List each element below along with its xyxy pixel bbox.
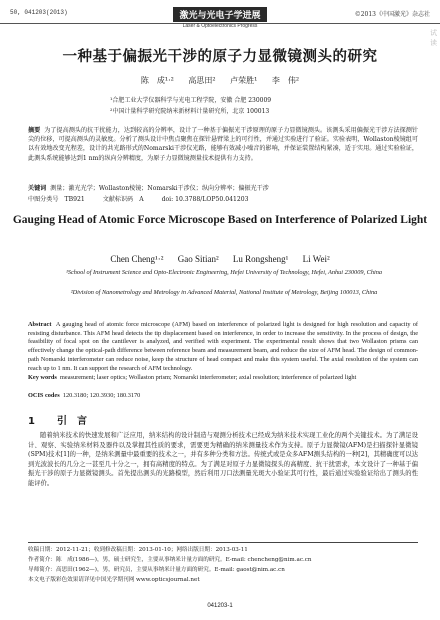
section-heading: [28, 412, 109, 427]
author-name: 高思田²: [188, 76, 216, 85]
abstract-text-cn: 为了提高测头的抗干扰能力，达到较高的分辨率，设计了一种基于偏振光干涉原理的原子力显微镜测头。该测头采用偏振光干涉方法探测针尖的位移，可提高测头的灵敏度。分析了测头设计中焦点聚焦在探针悬臂梁上的可行性，并通过实验进行了验证。实验表明，Wollaston棱镜组可以有效地改变光程差，设计的共光路形式的Nomarski干涉仪光路，能够有效减小噪音的影响，并保证装置结构紧凑，适于实用。通过实验验证，此测头系统能够达到1 nm的纵向分辨精度，为原子力显微镜测量技术提供有力支持。: [28, 127, 419, 162]
section-title: 引 言: [56, 416, 87, 427]
keywords-label-en: Key words: [28, 374, 57, 381]
intro-paragraph: 随着纳米技术的快速发展和广泛应用，纳米结构的设计制造与观测分析技术已经成为纳米技术实现工业化的两个关键技术。为了满足设计、观察、实验纳米材料及器件以及掌握其性质的要求，需要更为精确的纳米测量技术作为支持。原子力显微镜(AFM)是扫描探针显微镜(SPM)技术[1]的一种，是纳米测量中最重要的技术之一，并有多种分类和方法。传统式或是众多AFM测头结构的一种[2]，其精确度可以达到光波波长的几分之一甚至几十分之一，拥有高精度的特点。为了满足对原子力显微镜探头的高精度、抗干扰需求，本文设计了一种基于偏振光干涉的原子力显微镜测头。首先提出测头的光路模型，然后利用刀口法测量光斑大小验证其可行性，最后通过实验验证给出了测头的性能评价。: [28, 432, 418, 487]
classification-line: [28, 194, 418, 203]
keywords-text-en: measurement; laser optics; Wollaston prism; Nomarski interferometer; axial resolution; interference of polarized light: [60, 374, 357, 381]
footnote-divider: [28, 542, 418, 543]
ocis-label: OCIS codes: [28, 392, 60, 399]
author-name: 陈 成¹·²: [140, 76, 174, 85]
footnote-online-note: 本文电子版彩色效果请详见中国光学期刊网 www.opticsjournal.net: [28, 577, 200, 583]
paper-title-cn: 一种基于偏振光干涉的原子力显微镜测头的研究: [62, 49, 378, 65]
author-list-cn: [0, 75, 440, 86]
abstract-en: [28, 321, 418, 373]
keywords-en: [28, 374, 418, 383]
document-code: 文献标识码 A: [102, 196, 144, 203]
keywords-text-cn: 测量；激光光学；Wollaston棱镜；Nomarski干涉仪；纵向分辨率；偏振光干涉: [50, 185, 269, 192]
paper-title-en: Gauging Head of Atomic Force Microscope Based on Interference of Polarized Light: [12, 214, 428, 226]
page-number: 041203-1: [207, 603, 233, 609]
keywords-label-cn: 关键词: [28, 185, 47, 192]
footnote-author-bio: 作者简介：陈 成(1986—)，男，硕士研究生，主要从事纳米计量方面的研究。E-mail: chencheng@nim.ac.cn: [28, 557, 312, 563]
clc-number: 中图分类号 TB921: [28, 196, 85, 203]
copyright-notice: ©2013《中国激光》杂志社: [354, 11, 430, 18]
doi-link[interactable]: doi: 10.3788/LOP50.041203: [161, 196, 249, 203]
ocis-values: 120.3180; 120.3930; 180.3170: [62, 392, 141, 399]
author-name: Gao Sitian²: [177, 254, 219, 264]
abstract-text-en: A gauging head of atomic force microscope (AFM) based on interference of polarized light is designed for high resolution and capacity of resisting disturbance. This AFM head detects the tip displacement based on interference, in order to increase the sensitivity. In the process of design, the feasibility of focal spot on the cantilever is analyzed, and verified with experiment. The experimental result shows that two Wollaston prisms can effectively change the optical-path difference between reference beam and measurement beam, and reduce the size of AFM head. The design of common-path Nomarski interferometer can reduce noise, keep the structure of head compact and make this system useful. The axial resolution of the system can reach up to 1 nm. It can support the research of AFM technology.: [28, 321, 418, 372]
footnote-dates: 收稿日期：2012-11-21；收到修改稿日期：2013-01-10；网络出版日期：2013-03-11: [28, 547, 248, 553]
author-name: Chen Cheng¹·²: [110, 254, 164, 264]
affiliation-cn: ²中国计量科学研究院纳米新材料计量研究所，北京 100013: [110, 108, 270, 115]
author-name: Li Wei²: [302, 254, 330, 264]
abstract-label-en: Abstract: [28, 321, 52, 328]
abstract-cn: [28, 126, 418, 163]
running-header: [0, 0, 440, 29]
issue-code: 50, 041203(2013): [10, 9, 68, 16]
author-name: 李 伟²: [271, 76, 300, 85]
journal-masthead: [160, 3, 280, 29]
watermark-text: 试读: [430, 29, 437, 47]
journal-name-en: Laser & Optoelectronics Progress: [182, 23, 258, 29]
author-list-en: [0, 254, 440, 264]
affiliation-cn: ¹合肥工业大学仪器科学与光电工程学院，安徽 合肥 230009: [110, 97, 272, 104]
section-number: 1: [28, 416, 35, 427]
author-name: Lu Rongsheng¹: [232, 254, 289, 264]
abstract-label-cn: 摘要: [28, 127, 41, 134]
ocis-codes: [28, 392, 418, 399]
author-name: 卢荣胜¹: [230, 76, 258, 85]
affiliation-en: ¹School of Instrument Science and Opto-Electronic Engineering, Hefei University of Technology, Hefei, Anhui 230009, China: [65, 269, 383, 276]
footnote-advisor-bio: 导师简介：高思田(1962—)，男，研究员，主要从事纳米计量方面的研究。E-mail: gaost@nim.ac.cn: [28, 567, 285, 573]
keywords-cn: [28, 183, 418, 192]
journal-name-cn: 激光与光电子学进展: [173, 7, 266, 22]
affiliation-en: ²Division of Nanometrology and Metrology in Advanced Material, National Institute of Metrology, Beijing 100013, China: [70, 289, 378, 296]
